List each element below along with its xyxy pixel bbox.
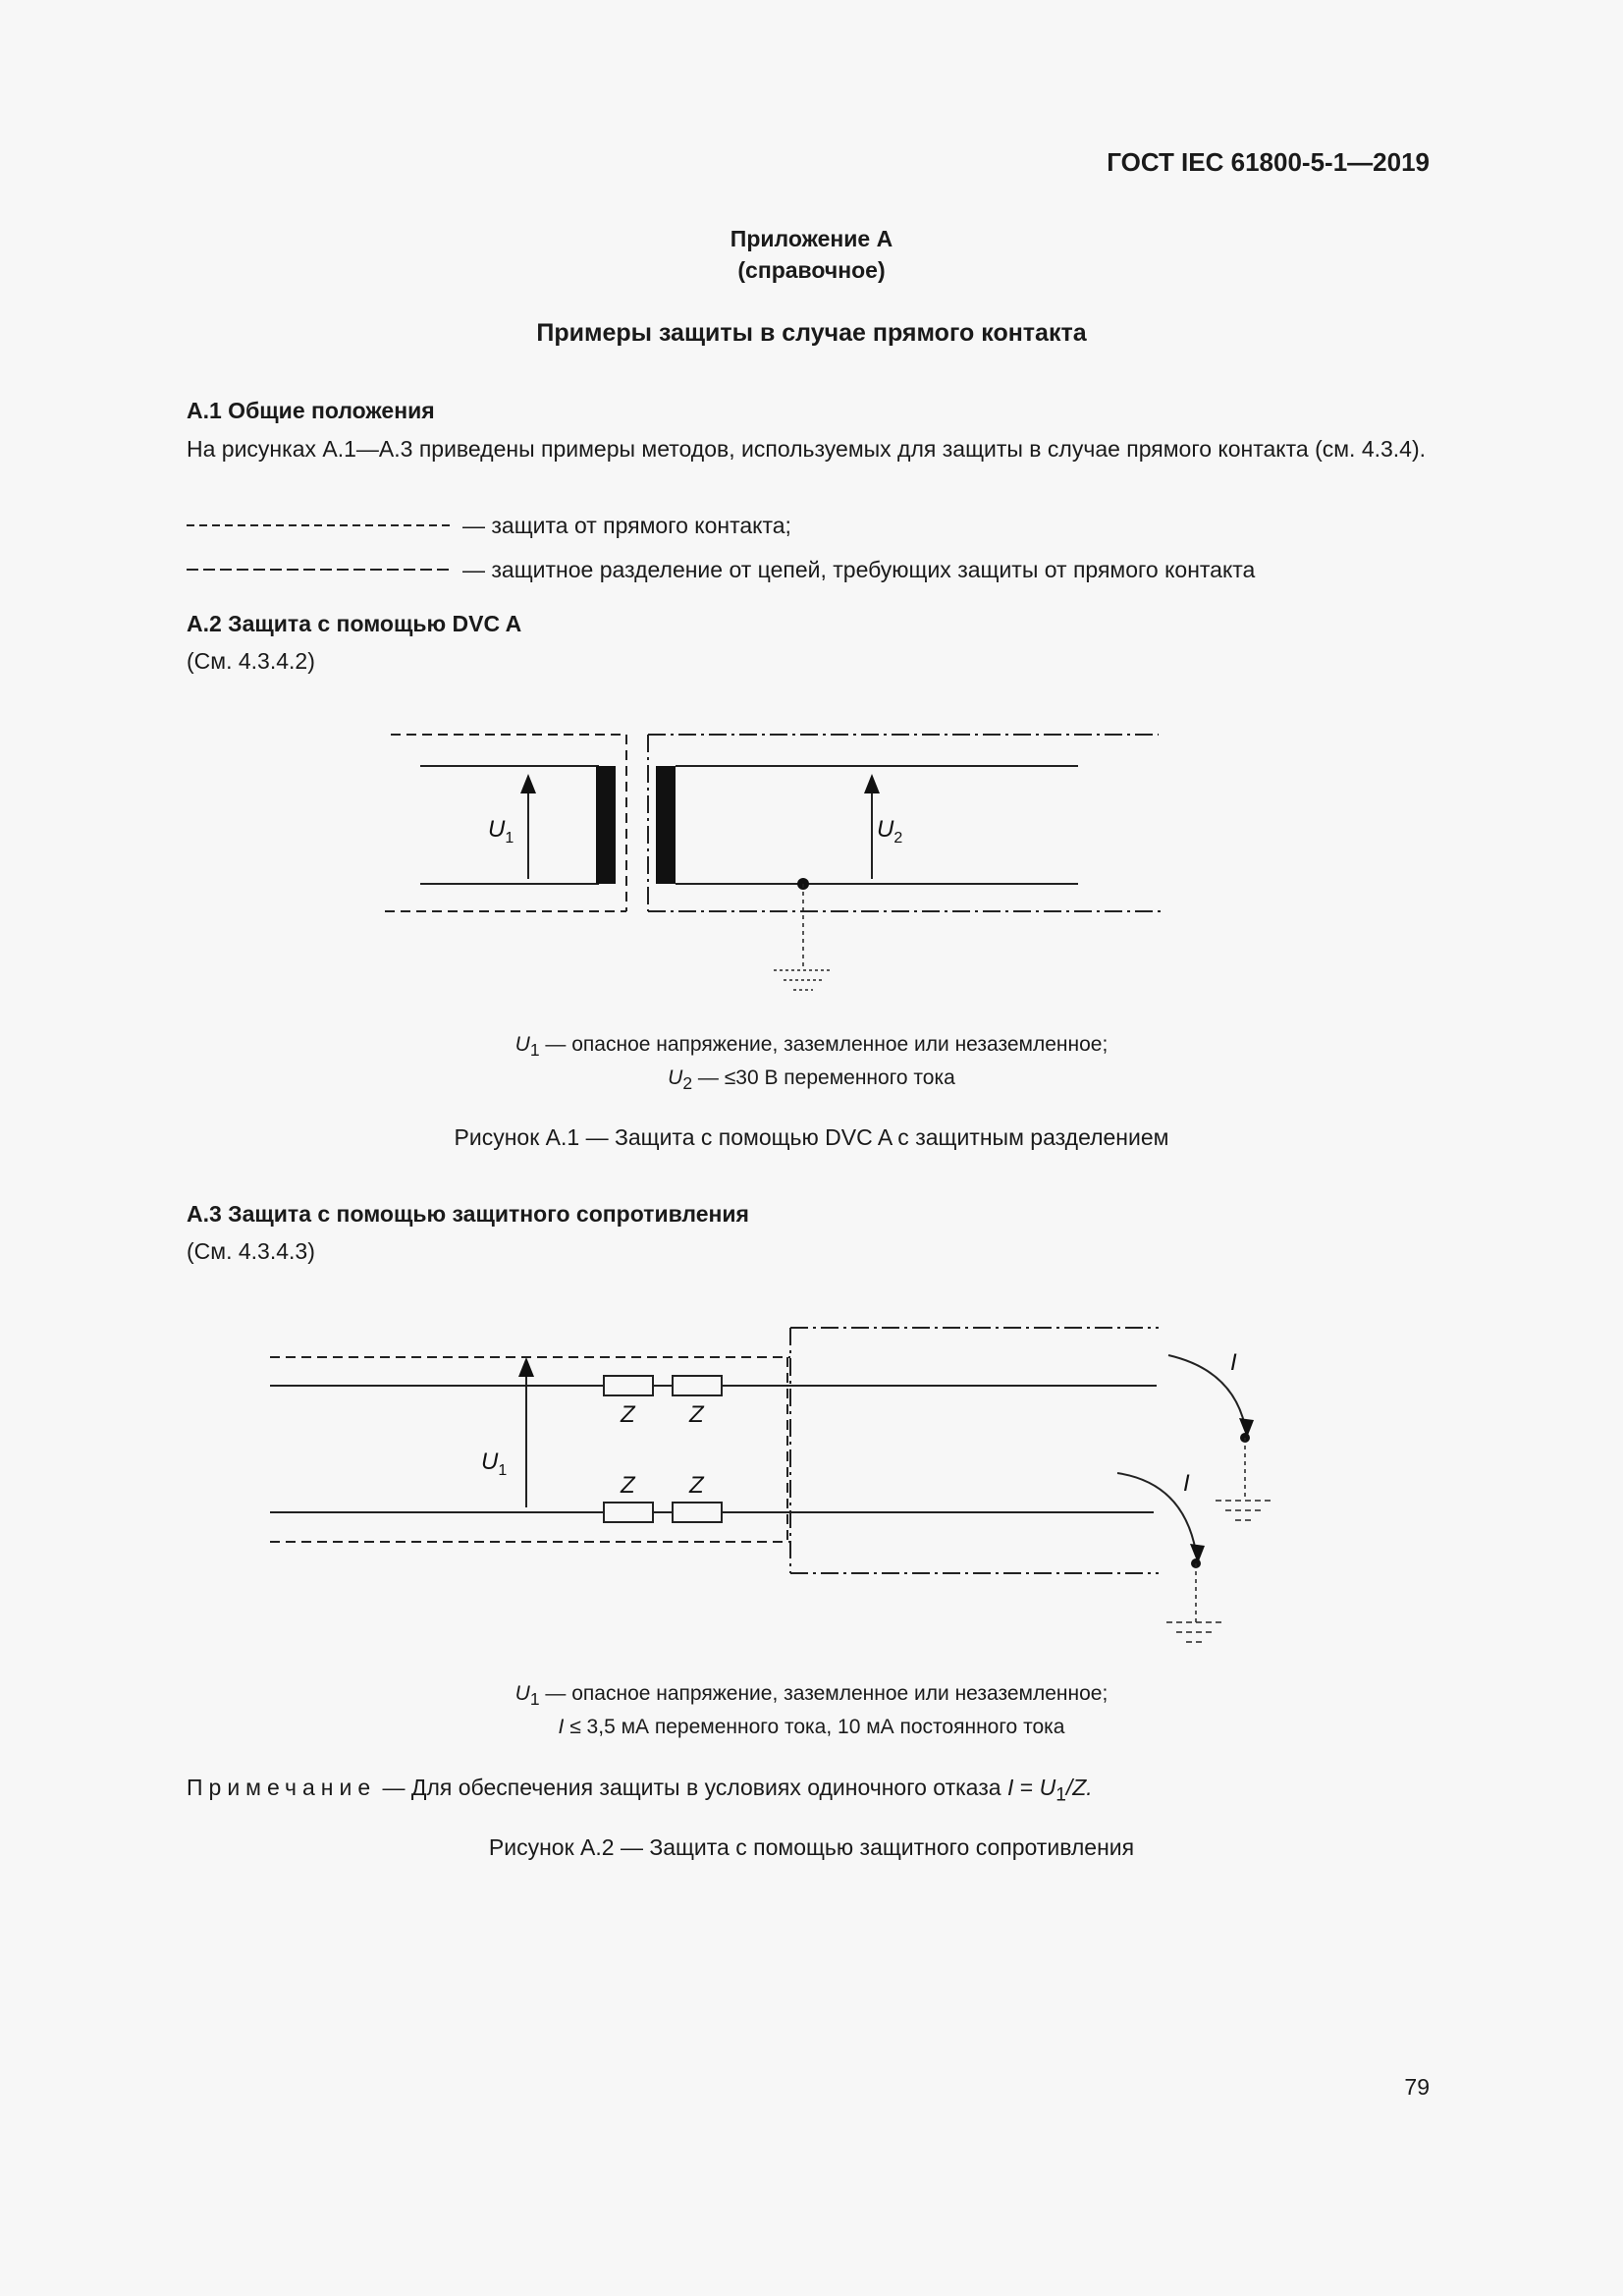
figure-a2-legend-1: $U_1$ — опасное напряжение, заземленное или незаземленное;	[514, 1682, 1109, 1710]
label-u2: $U_2$	[877, 816, 903, 847]
section-a1-heading: А.1 Общие положения	[187, 398, 435, 423]
impedance-bottom-2	[673, 1503, 722, 1522]
label-z-bottom-1: Z	[621, 1472, 635, 1499]
page-number: 79	[1404, 2074, 1430, 2100]
section-a3-ref: (См. 4.3.4.3)	[187, 1238, 315, 1264]
figure-a2-legend-2: I ≤ 3,5 мА переменного тока, 10 мА постоянного тока	[558, 1716, 1065, 1738]
label-i-bottom: I	[1183, 1470, 1190, 1497]
legend-dashdot-text: — защитное разделение от цепей, требующих защиты от прямого контакта	[462, 557, 1256, 582]
figure-a2-caption: Рисунок А.2 — Защита с помощью защитного сопротивления	[488, 1834, 1135, 1860]
document-id: ГОСТ IEC 61800-5-1—2019	[1107, 147, 1430, 177]
legend-dashed-text: — защита от прямого контакта;	[462, 513, 791, 538]
label-u1: $U_1$	[488, 816, 514, 847]
section-a2-heading: А.2 Защита с помощью DVC A	[187, 611, 522, 636]
transformer-primary	[596, 766, 616, 884]
figure-a1-caption: Рисунок А.1 — Защита с помощью DVC A с защитным разделением	[454, 1124, 1169, 1150]
figure-a1-legend-1: $U_1$ — опасное напряжение, заземленное или незаземленное;	[514, 1033, 1109, 1061]
section-a1-text: На рисунках А.1—А.3 приведены примеры методов, используемых для защиты в случае прямого контакта (см. 4.3.4).	[187, 436, 1427, 462]
annex-title: Приложение А	[730, 226, 893, 251]
figure-a2-note: Примечание — Для обеспечения защиты в условиях одиночного отказа $I = U_1/Z$.	[187, 1775, 1093, 1806]
label-z-bottom-2: Z	[689, 1472, 704, 1499]
label-z-top-2: Z	[689, 1401, 704, 1428]
label-i-top: I	[1230, 1349, 1237, 1376]
figure-a2-diagram	[265, 1316, 1296, 1660]
annex-type: (справочное)	[737, 257, 886, 283]
legend-line-samples	[187, 511, 461, 579]
annex-heading: Примеры защиты в случае прямого контакта	[536, 319, 1087, 347]
transformer-secondary	[656, 766, 676, 884]
section-a3-heading: А.3 Защита с помощью защитного сопротивления	[187, 1201, 749, 1227]
impedance-top-2	[673, 1376, 722, 1395]
label-z-top-1: Z	[621, 1401, 635, 1428]
figure-a1-legend-2: $U_2$ — ≤30 В переменного тока	[668, 1066, 955, 1094]
section-a2-ref: (См. 4.3.4.2)	[187, 648, 315, 674]
impedance-bottom-1	[604, 1503, 653, 1522]
label-u1: $U_1$	[481, 1449, 508, 1479]
figure-a1-diagram	[373, 717, 1178, 1002]
impedance-top-1	[604, 1376, 653, 1395]
